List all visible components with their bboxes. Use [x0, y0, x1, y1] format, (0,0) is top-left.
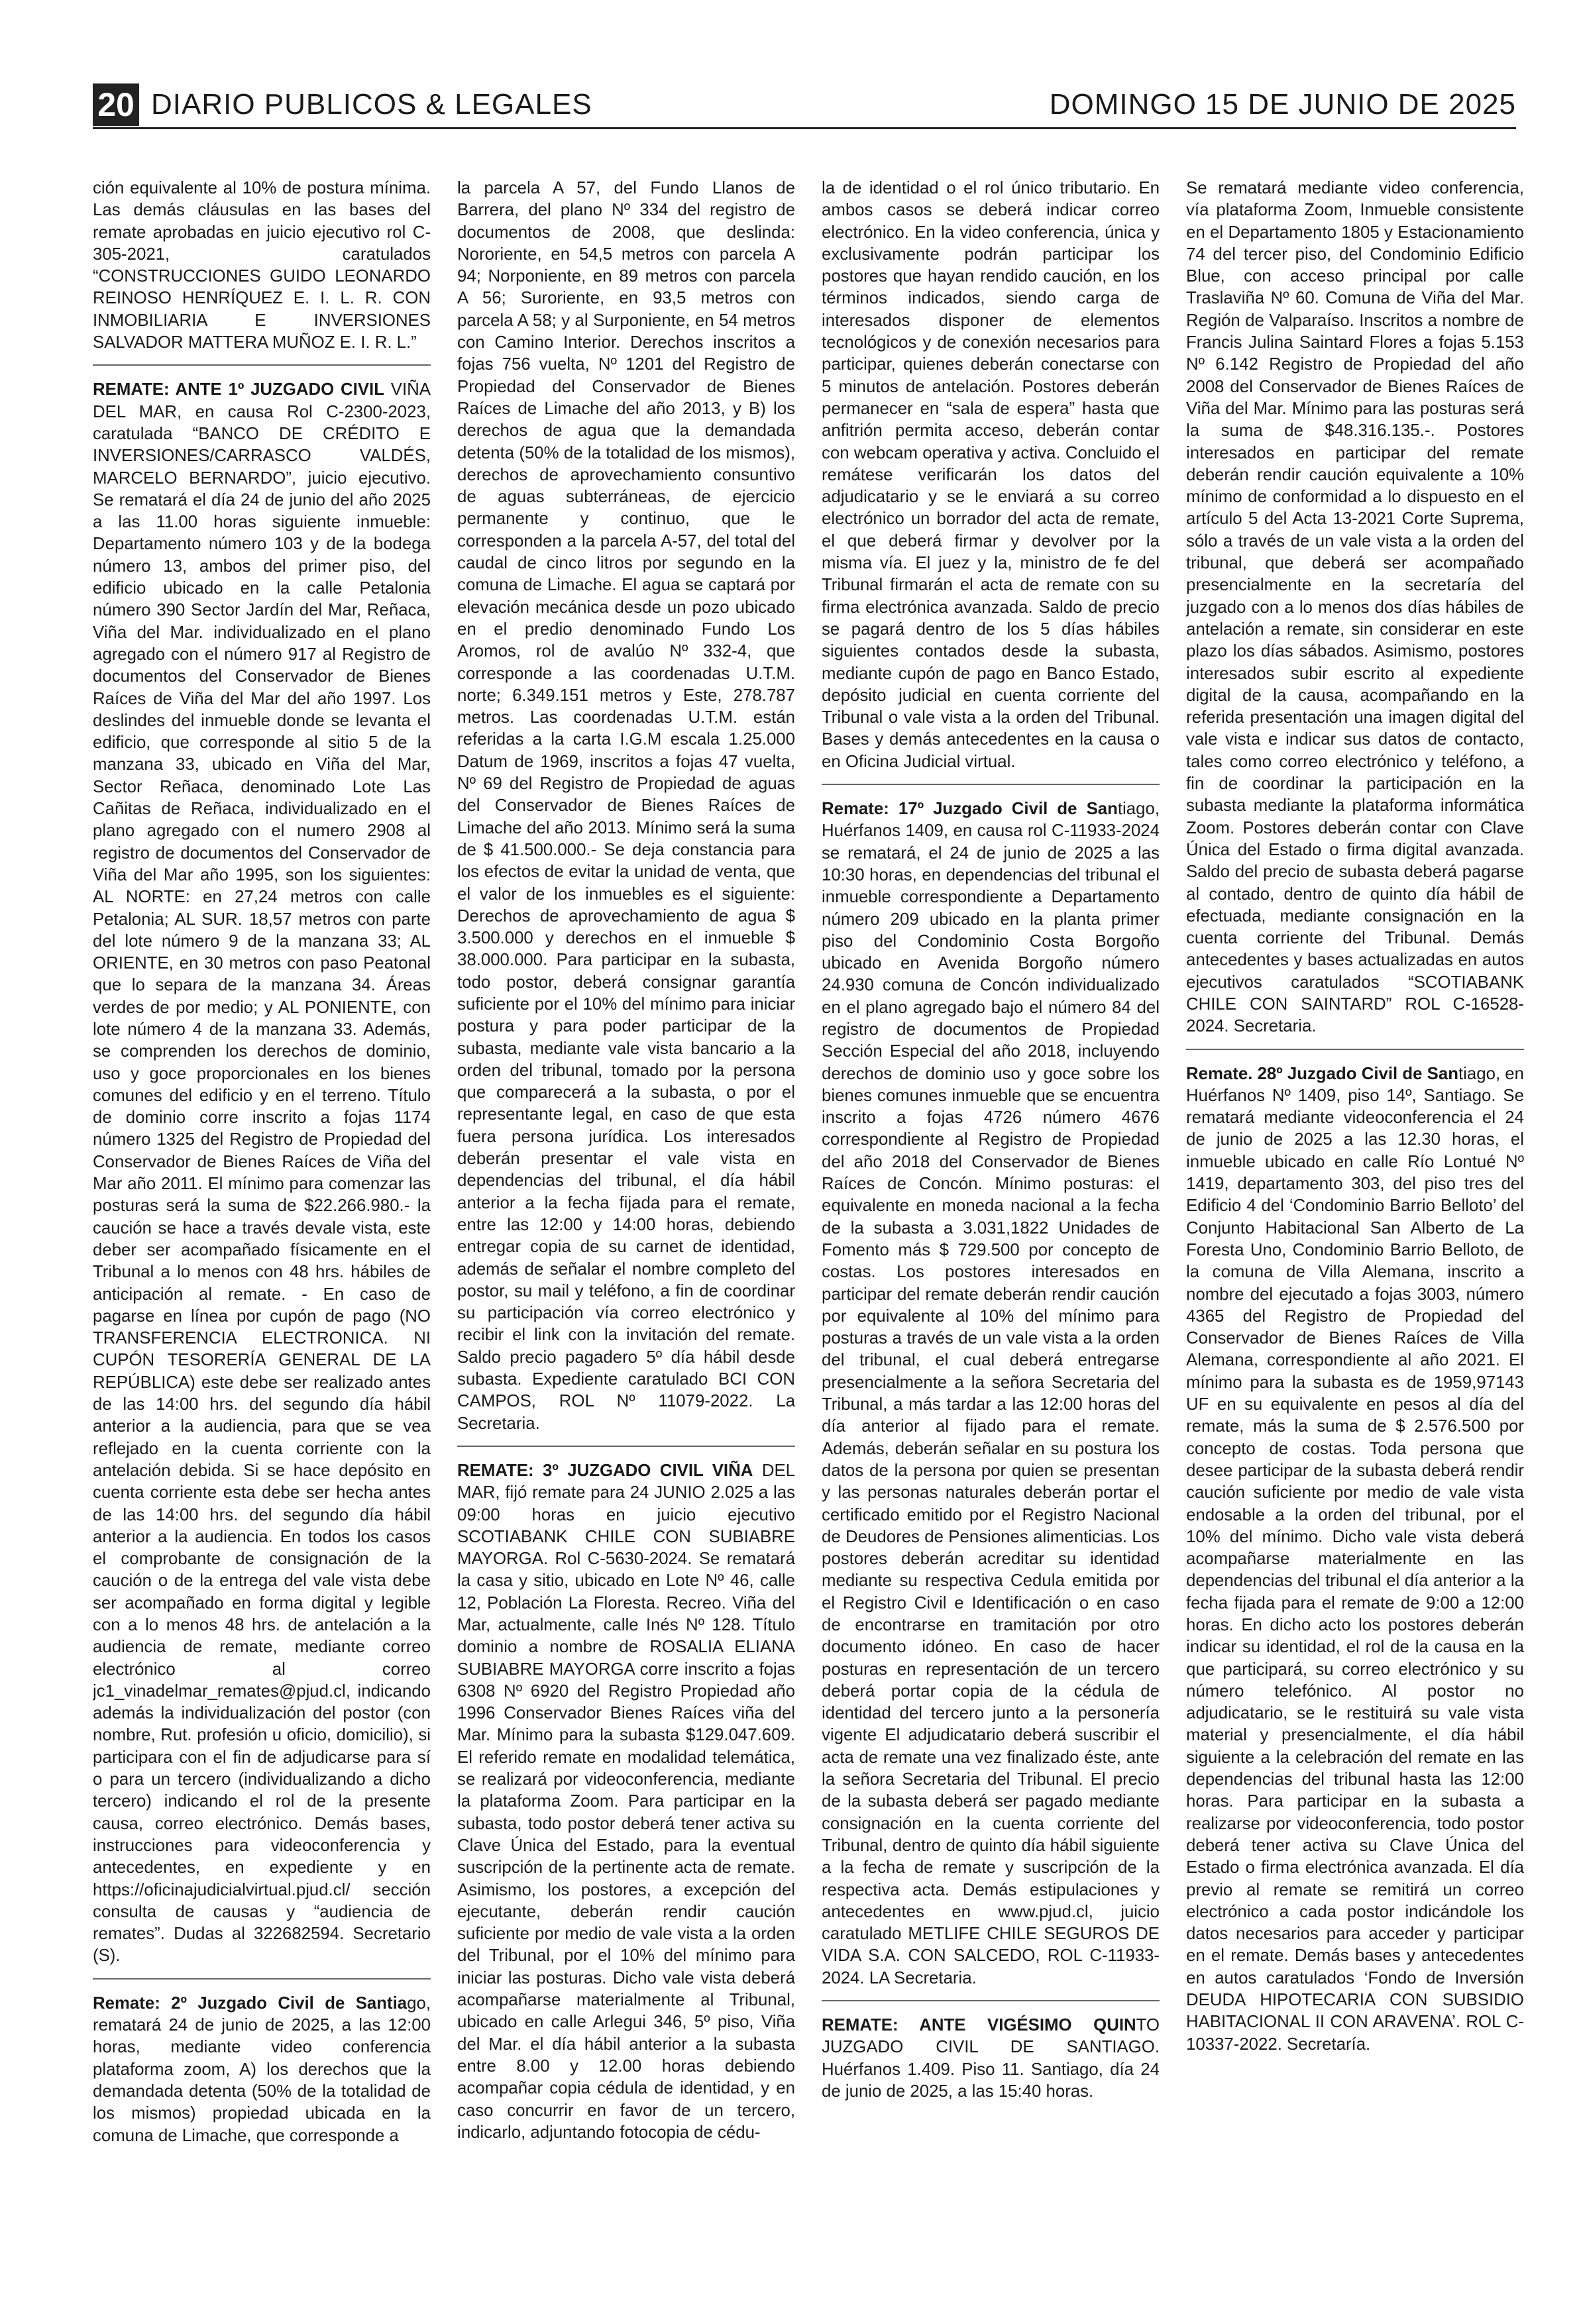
page-header — [93, 87, 1516, 122]
notice-title: Remate: 17º Juzgado Civil de San — [822, 800, 1118, 819]
notice-continuation: Se rematará mediante video conferencia, vía plataforma Zoom, Inmueble consistente en el Departamento 1805 y Estacionamiento 74 del tercer piso, del Condominio Edificio Blue, con acceso principal por calle Traslaviña Nº 60. Comuna de Viña del Mar. Región de Valparaíso. Inscritos a nombre de Francis Julina Saintard Flores a fojas 5.153 Nº 6.142 Registro de Propiedad del año 2008 del Conservador de Bienes Raíces de Viña del Mar. Mínimo para las posturas será la suma de $48.316.135.-. Postores interesados en participar del remate deberán rendir caución equivalente a 10% mínimo de conformidad a lo dispuesto en el artículo 5 del Acta 13-2021 Corte Suprema, sólo a través de un vale vista a la orden del tribunal, que deberá ser acompañado presencialmente en la secretaría del juzgado con a lo menos dos días hábiles de antelación a remate, sin considerar en este plazo los días sábados. Asimismo, postores interesados subir escrito al expediente digital de la causa, acompañando en la referida presentación una imagen digital del vale vista e indicar sus datos de contacto, tales como correo electrónico y teléfono, a fin de coordinar la participación en la subasta mediante la plataforma informática Zoom. Postores deberán contar con Clave Única del Estado o firma digital avanzada. Saldo del precio de subasta deberá pagarse al contado, dentro de quinto día hábil de efectuada, mediante consignación en la cuenta corriente del Tribunal. Demás antecedentes y bases actualizadas en autos ejecutivos caratulados “SCOTIABANK CHILE CON SAINTARD” ROL C-16528-2024. Secretaria. — [1186, 179, 1524, 1036]
header-rule — [93, 127, 1516, 129]
notice-continuation: la parcela A 57, del Fundo Llanos de Barrera, del plano Nº 334 del registro de documentos de 2008, que deslinda: Nororiente, en 54,5 metros con parcela A 94; Norponiente, en 89 metros con parcela A 56; Suroriente, en 93,5 metros con parcela A 58; y al Surponiente, en 54 metros con Camino Interior. Derechos inscritos a fojas 756 vuelta, Nº 1201 del Registro de Propiedad del Conservador de Bienes Raíces de Limache del año 2013, y B) los derechos de agua que la demandada detenta (50% de la totalidad de los mismos), derechos de aprovechamiento consuntivo de aguas subterráneas, de ejercicio permanente y continuo, que le corresponden a la parcela A-57, del total del caudal de cinco litros por segundo en la comuna de Limache. El agua se captará por elevación mecánica desde un pozo ubicado en el predio denominado Fundo Los Aromos, rol de avalúo Nº 332-4, que corresponde a las coordenadas U.T.M. norte; 6.349.151 metros y Este, 278.787 metros. Las coordenadas U.T.M. están referidas a la carta I.G.M escala 1.25.000 Datum de 1969, inscritos a fojas 47 vuelta, Nº 69 del Registro de Propiedad de aguas del Conservador de Bienes Raíces de Limache del año 2013. Mínimo será la suma de $ 41.500.000.- Se deja constancia para los efectos de evitar la unidad de venta, que el valor de los inmuebles es el siguiente: Derechos de aprovechamiento de agua $ 3.500.000 y derechos en el inmueble $ 38.000.000. Para participar en la subasta, todo postor, deberá consignar garantía suficiente por el 10% del mínimo para iniciar postura y para poder participar de la subasta, mediante vale vista bancario a la orden del tribunal, tomado por la persona que comparecerá a la subasta, o por el representante legal, en caso de que esta fuera persona jurídica. Los interesados deberán presentar el vale vista en dependencias del tribunal, el día hábil anterior a la fecha fijada para el remate, entre las 12:00 y 14:00 horas, debiendo entregar copia de su carnet de identidad, además de señalar el nombre completo del postor, su mail y teléfono, a fin de coordinar su participación vía correo electrónico y recibir el link con la invitación del remate. Saldo precio pagadero 5º día hábil desde subasta. Expediente caratulado BCI CON CAMPOS, ROL Nº 11079-2022. La Secretaria. — [457, 179, 795, 1433]
notice-title: REMATE: ANTE 1º JUZGADO CIVIL — [93, 380, 384, 399]
notice — [1186, 1063, 1524, 2056]
issue-date: DOMINGO 15 DE JUNIO DE 2025 — [1049, 88, 1516, 121]
notice-body: tiago, en Huérfanos Nº 1409, piso 14º, Santiago. Se rematará mediante videoconferencia el 24 de junio de 2025 a las 12.30 horas, el inmueble ubicado en calle Río Lontué Nº 1419, departamento 303, del piso tres del Edificio 4 del ‘Condominio Barrio Belloto’ del Conjunto Habitacional San Alberto de La Foresta Uno, Condominio Barrio Belloto, de la comuna de Villa Alemana, inscrito a nombre del ejecutado a fojas 3003, número 4365 del Registro de Propiedad del Conservador de Bienes Raíces de Villa Alemana, correspondiente al año 2021. El mínimo para la subasta es de 1959,97143 UF en su equivalente en pesos al día del remate, más la suma de $ 2.576.500 por concepto de costas. Toda persona que desee participar de la subasta deberá rendir caución suficiente por medio de vale vista endosable a la orden del tribunal, por el 10% del mínimo. Dicho vale vista deberá acompañarse materialmente en las dependencias del tribunal el día anterior a la fecha fijada para el remate de 9:00 a 12:00 horas. En dicho acto los postores deberán indicar su identidad, el rol de la causa en la que participará, su correo electrónico y su número telefónico. Al postor no adjudicatario, se le restituirá su vale vista material y presencialmente, el día hábil siguiente a la celebración del remate en las dependencias del tribunal hasta las 12:00 horas. Para participar en la subasta a realizarse por videoconferencia, todo postor deberá tener activa su Clave Única del Estado o firma electrónica avanzada. El día previo al remate se remitirá un correo electrónico a cada postor indicándole los datos necesarios para acceder y participar en el remate. Demás bases y antecedentes en autos caratulados ‘Fondo de Inversión DEUDA HIPOTECARIA CON SUBSIDIO HABITACIONAL II CON ARAVENA’. ROL C-10337-2022. Secretaría. — [1186, 1064, 1524, 2054]
notice-divider — [822, 2000, 1160, 2001]
notice — [822, 2015, 1160, 2103]
column-3 — [822, 178, 1160, 2165]
notice-title: REMATE: ANTE VIGÉSIMO QUIN — [822, 2016, 1136, 2035]
notice-title: REMATE: 3º JUZGADO CIVIL VIÑA — [457, 1461, 753, 1480]
notice — [822, 798, 1160, 1989]
page-number: 20 — [93, 83, 139, 126]
publication-title: DIARIO PUBLICOS & LEGALES — [151, 88, 592, 121]
notice-body: VIÑA DEL MAR, en causa Rol C-2300-2023, caratulada “BANCO DE CRÉDITO E INVERSIONES/CARRASCO VALDÉS, MARCELO BERNARDO”, juicio ejecutivo. Se rematará el día 24 de junio del año 2025 a las 11.00 horas siguiente inmueble: Departamento número 103 y de la bodega número 13, ambos del primer piso, del edificio ubicado en la calle Petalonia número 390 Sector Jardín del Mar, Reñaca, Viña del Mar. individualizado en el plano agregado con el número 917 al Registro de documentos del Conservador de Bienes Raíces de Viña del Mar del año 1997. Los deslindes del inmueble donde se levanta el edificio, que corresponde al sitio 5 de la manzana 33, ubicado en Viña del Mar, Sector Reñaca, denominado Lote Las Cañitas de Reñaca, individualizado en el plano agregado con el numero 2908 al registro de documentos del Conservador de Viña del Mar año 1995, son los siguientes: AL NORTE: en 27,24 metros con calle Petalonia; AL SUR. 18,57 metros con parte del lote número 9 de la manzana 33; AL ORIENTE, en 30 metros con paso Peatonal que lo separa de la manzana 34. Áreas verdes de por medio; y AL PONIENTE, con lote número 4 de la manzana 33. Además, se comprenden los derechos de dominio, uso y goce proporcionales en los bienes comunes del edificio y en el terreno. Título de dominio corre inscrito a fojas 1174 número 1325 del Registro de Propiedad del Conservador de Bienes Raíces de Viña del Mar año 2011. El mínimo para comenzar las posturas será la suma de $22.266.980.- la caución se hace a través devale vista, este deber ser acompañado físicamente en el Tribunal a lo menos con 48 hrs. hábiles de anticipación al remate. - En caso de pagarse en línea por cupón de pago (NO TRANSFERENCIA ELECTRONICA. NI CUPÓN TESORERÍA GENERAL DE LA REPÚBLICA) este debe ser realizado antes de las 14:00 hrs. del segundo día hábil anterior a la audiencia, para que se vea reflejado en la cuenta corriente con la antelación debida. Si se hace depósito en cuenta corriente esta debe ser hecha antes de las 14:00 hrs. del segundo día hábil anterior a la audiencia. En todos los casos el comprobante de consignación de la caución o de la entrega del vale vista debe ser acompañado en forma digital y legible con a lo menos 48 hrs. de antelación a la audiencia de remate, mediante correo electrónico al correo jc1_vinadelmar_remates@pjud.cl, indicando además la individualización del postor (con nombre, Rut. profesión u oficio, domicilio), si participara con el fin de adjudicarse para sí o para un tercero (individualizando a dicho tercero) indicando el rol de la presente causa, correo electrónico. Demás bases, instrucciones para videoconferencia y antecedentes, en expediente y en https://oficinajudicialvirtual.pjud.cl/ sección consulta de causas y “audiencia de remates”. Dudas al 322682594. Secretario (S). — [93, 380, 431, 1966]
notice-body: tiago, Huérfanos 1409, en causa rol C-11933-2024 se rematará, el 24 de junio de 2025 a las 10:30 horas, en dependencias del tribunal el inmueble correspondiente a Departamento número 209 ubicado en la planta primer piso del Condominio Costa Borgoño ubicado en Avenida Borgoño número 24.930 comuna de Concón individualizado en el plano agregado bajo el número 84 del registro de documentos de Propiedad Sección Especial del año 2018, incluyendo derechos de dominio uso y goce sobre los bienes comunes inmueble que se encuentra inscrito a fojas 4726 número 4676 correspondiente al Registro de Propiedad del año 2018 del Conservador de Bienes Raíces de Concón. Mínimo posturas: el equivalente en moneda nacional a la fecha de la subasta a 3.031,1822 Unidades de Fomento más $ 729.500 por concepto de costas. Los postores interesados en participar del remate deberán rendir caución por equivalente al 10% del mínimo para posturas a través de un vale vista a la orden del tribunal, el cual deberá entregarse presencialmente a la señora Secretaria del Tribunal, a más tardar a las 12:00 horas del día anterior al fijado para el remate. Además, deberán señalar en su postura los datos de la persona por quien se presentan y las personas naturales deberán portar el certificado emitido por el Registro Nacional de Deudores de Pensiones alimenticias. Los postores deberán acreditar su identidad mediante su respectiva Cedula emitida por el Registro Civil e Identificación o en caso de encontrarse en tramitación por otro documento idóneo. En caso de hacer posturas en representación de un tercero deberá portar copia de la cédula de identidad del tercero junto a la personería vigente El adjudicatario deberá suscribir el acta de remate una vez finalizado éste, ante la señora Secretaria del Tribunal. El precio de la subasta deberá ser pagado mediante consignación en la cuenta corriente del Tribunal, dentro de quinto día hábil siguiente a la fecha de remate y suscripción de la respectiva acta. Demás estipulaciones y antecedentes en www.pjud.cl, juicio caratulado METLIFE CHILE SEGUROS DE VIDA S.A. CON SALCEDO, ROL C-11933-2024. LA Secretaria. — [822, 800, 1160, 1987]
notice-body: DEL MAR, fijó remate para 24 JUNIO 2.025 a las 09:00 horas en juicio ejecutivo SCOTIABANK CHILE CON SUBIABRE MAYORGA. Rol C-5630-2024. Se rematará la casa y sitio, ubicado en Lote Nº 46, calle 12, Población La Floresta. Recreo. Viña del Mar, actualmente, calle Inés Nº 128. Título dominio a nombre de ROSALIA ELIANA SUBIABRE MAYORGA corre inscrito a fojas 6308 Nº 6920 del Registro Propiedad año 1996 Conservador Bienes Raíces viña del Mar. Mínimo para la subasta $129.047.609. El referido remate en modalidad telemática, se realizará por videoconferencia, mediante la plataforma Zoom. Para participar en la subasta, todo postor deberá tener activa su Clave Única del Estado, para la eventual suscripción de la pertinente acta de remate. Asimismo, los postores, a excepción del ejecutante, deberán rendir caución suficiente por medio de vale vista a la orden del Tribunal, por el 10% del mínimo para iniciar las posturas. Dicho vale vista deberá acompañarse materialmente al Tribunal, ubicado en calle Arlegui 346, 5º piso, Viña del Mar. el día hábil anterior a la subasta entre 8.00 y 12.00 horas debiendo acompañar copia cédula de identidad, y en caso concurrir en favor de un tercero, indicarlo, adjuntando fotocopia de cédu- — [457, 1461, 795, 2142]
column-4 — [1186, 178, 1524, 2165]
notice-divider — [1186, 1049, 1524, 1050]
notice-divider — [822, 784, 1160, 785]
notice — [93, 1993, 431, 2147]
column-1 — [93, 178, 431, 2165]
notice-continuation: la de identidad o el rol único tributario. En ambos casos se deberá indicar correo electrónico. En la video conferencia, única y exclusivamente podrán participar los postores que hayan rendido caución, en los términos indicados, siendo carga de interesados disponer de elementos tecnológicos y de conexión necesarios para participar, quienes deberán conectarse con 5 minutos de antelación. Postores deberán permanecer en “sala de espera” hasta que anfitrión permita acceso, deberán contar con webcam operativa y activa. Concluido el remátese verificarán los datos del adjudicatario y se le enviará a su correo electrónico un borrador del acta de remate, el que deberá firmar y devolver por la misma vía. El juez y la, ministro de fe del Tribunal firmarán el acta de remate con su firma electrónica avanzada. Saldo de precio se pagará dentro de los 5 días hábiles siguientes contados desde la subasta, mediante cupón de pago en Banco Estado, depósito judicial en cuenta corriente del Tribunal o vale vista a la orden del Tribunal. Bases y demás antecedentes en la causa o en Oficina Judicial virtual. — [822, 179, 1160, 771]
column-2 — [457, 178, 795, 2165]
notice-continuation: ción equivalente al 10% de postura mínima. Las demás cláusulas en las bases del remate aprobadas en juicio ejecutivo rol C-305-2021, caratulados “CONSTRUCCIONES GUIDO LEONARDO REINOSO HENRÍQUEZ E. I. L. R. CON INMOBILIARIA E INVERSIONES SALVADOR MATTERA MUÑOZ E. I. R. L.” — [93, 179, 431, 352]
notice-title: Remate: 2º Juzgado Civil de Santia — [93, 1993, 408, 2013]
notice-divider — [457, 1446, 795, 1447]
notice-divider — [93, 364, 431, 366]
notice-body: TO JUZGADO CIVIL DE SANTIAGO. Huérfanos 1.409. Piso 11. Santiago, día 24 de junio de 2025, a las 15:40 horas. — [822, 2016, 1160, 2101]
notice — [457, 1460, 795, 2144]
notice-body: go, rematará 24 de junio de 2025, a las 12:00 horas, mediante video conferencia plataforma zoom, A) los derechos que la demandada detenta (50% de la totalidad de los mismos) propiedad ubicada en la comuna de Limache, que corresponde a — [93, 1993, 431, 2145]
notice-divider — [93, 1978, 431, 1980]
notice-title: Remate. 28º Juzgado Civil de San — [1186, 1064, 1458, 1083]
notice — [93, 379, 431, 1967]
